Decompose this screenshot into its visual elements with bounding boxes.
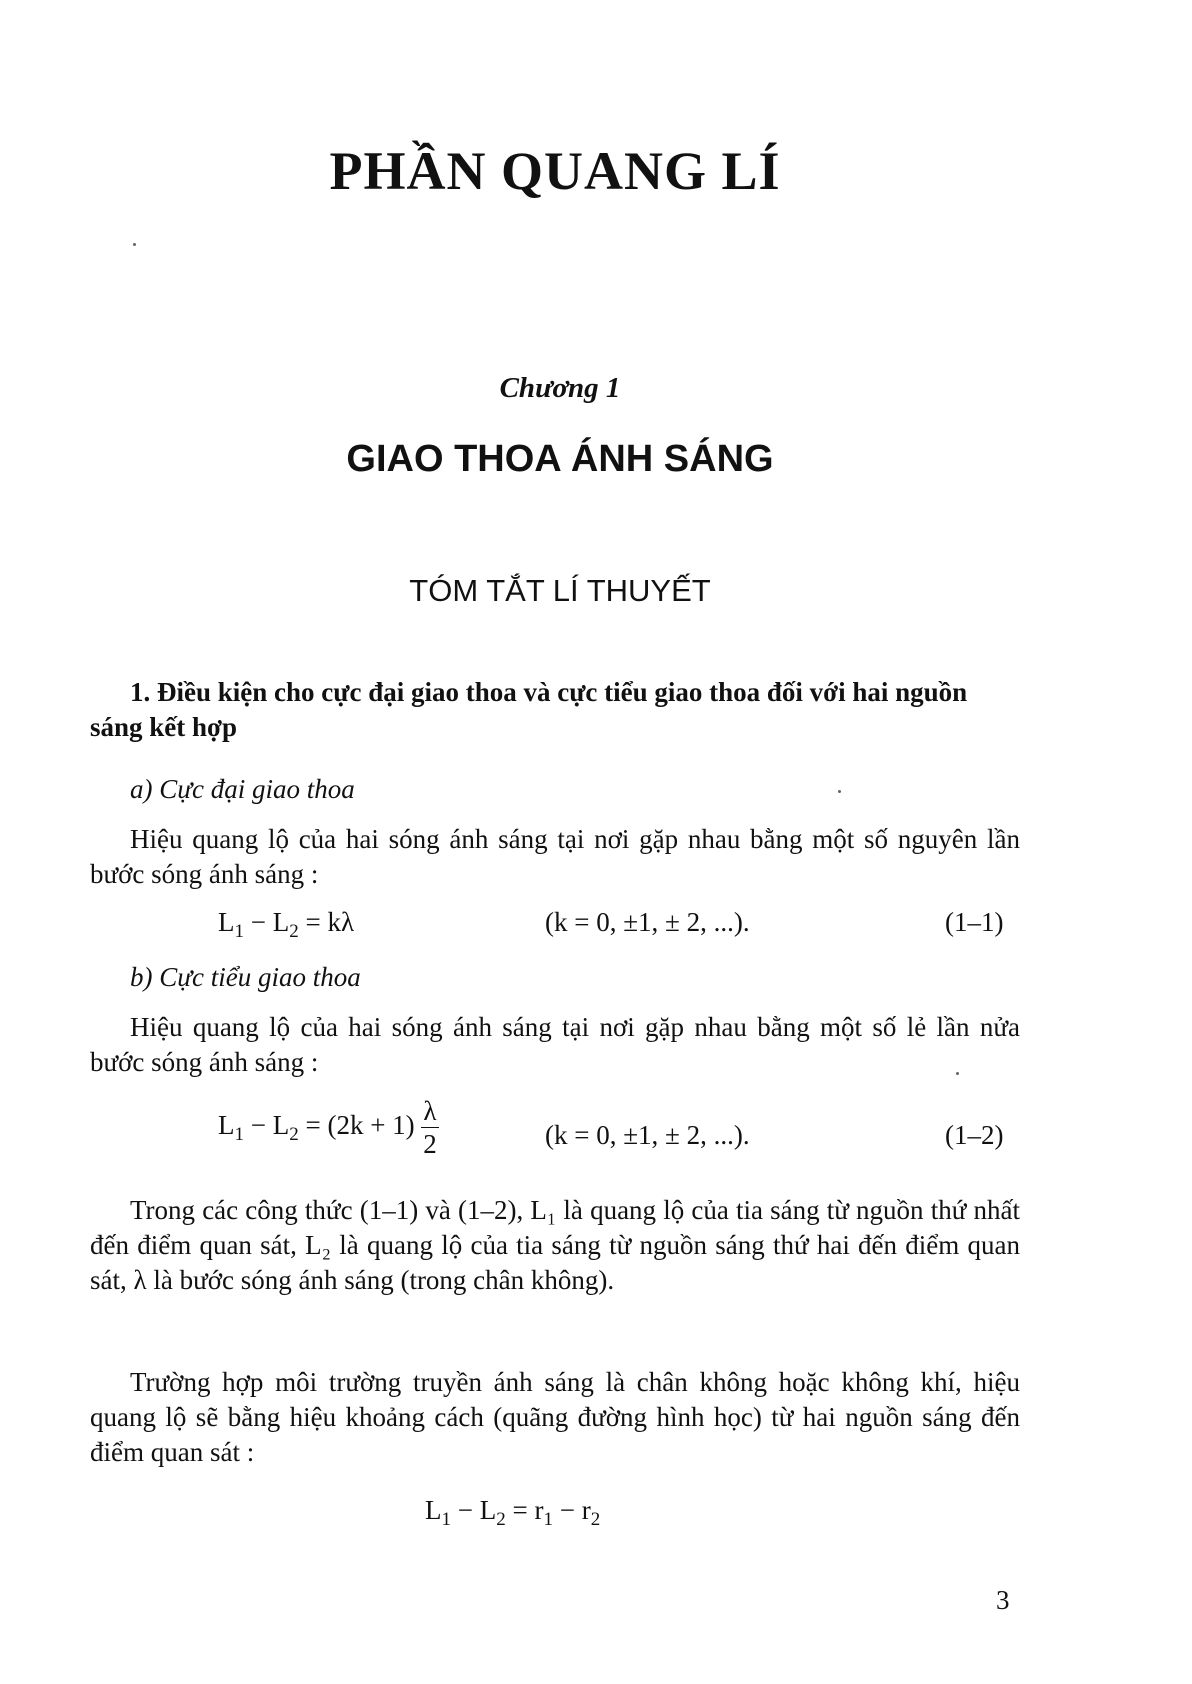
page-number: 3 bbox=[996, 1585, 1010, 1615]
chapter-title: GIAO THOA ÁNH SÁNG bbox=[346, 438, 774, 480]
subheading-maxima: a) Cực đại giao thoa bbox=[130, 774, 355, 804]
equation-1-2-number: (1–2) bbox=[945, 1120, 1004, 1150]
fraction-lambda-over-2: $\frac{\lambda}{2}$ bbox=[423, 1096, 437, 1159]
subheading-minima: b) Cực tiểu giao thoa bbox=[130, 962, 361, 992]
equation-path-difference: $L_1 - L_2 = r_1 - r_2$ bbox=[425, 1495, 601, 1530]
maxima-paragraph: Hiệu quang lộ của hai sóng ánh sáng tại nơi gặp nhau bằng một số nguyên lần bước sóng ánh sáng : bbox=[90, 824, 1020, 889]
vacuum-paragraph: Trường hợp môi trường truyền ánh sáng là chân không hoặc không khí, hiệu quang lộ sẽ bằng hiệu khoảng cách (quãng đường hình học) từ hai nguồn sáng đến điểm quan sát : bbox=[90, 1367, 1020, 1467]
minima-paragraph: Hiệu quang lộ của hai sóng ánh sáng tại nơi gặp nhau bằng một số lẻ lần nửa bước sóng ánh sáng : bbox=[90, 1012, 1020, 1077]
part-title: PHẦN QUANG LÍ bbox=[329, 141, 781, 201]
equation-1-1-number: (1–1) bbox=[945, 907, 1004, 937]
explanation-paragraph: Trong các công thức (1–1) và (1–2), L₁ là quang lộ của tia sáng từ nguồn thứ nhất đến điểm quan sát, L₂ là quang lộ của tia sáng từ nguồn sáng thứ hai đến điểm quan sát, λ là bước sóng ánh sáng (trong chân không). bbox=[90, 1195, 1020, 1295]
scan-speck bbox=[956, 1072, 959, 1075]
scan-speck bbox=[838, 790, 841, 793]
item-heading: 1. Điều kiện cho cực đại giao thoa và cực tiểu giao thoa đối với hai nguồn sáng kết hợp bbox=[90, 677, 968, 742]
scan-speck bbox=[133, 243, 136, 246]
equation-1-1-condition: (k = 0, ±1, ± 2, ...). bbox=[545, 907, 750, 937]
equation-1-2: $L_1 - L_2 = (2k + 1)$ $\frac{\lambda}{2}$ bbox=[218, 1096, 437, 1159]
equation-1-2-condition: (k = 0, ±1, ± 2, ...). bbox=[545, 1120, 750, 1150]
chapter-label: Chương 1 bbox=[499, 372, 621, 404]
equation-1-1: $L_1 - L_2 = k\lambda$ bbox=[218, 907, 355, 942]
section-title: TÓM TẮT LÍ THUYẾT bbox=[409, 573, 711, 608]
